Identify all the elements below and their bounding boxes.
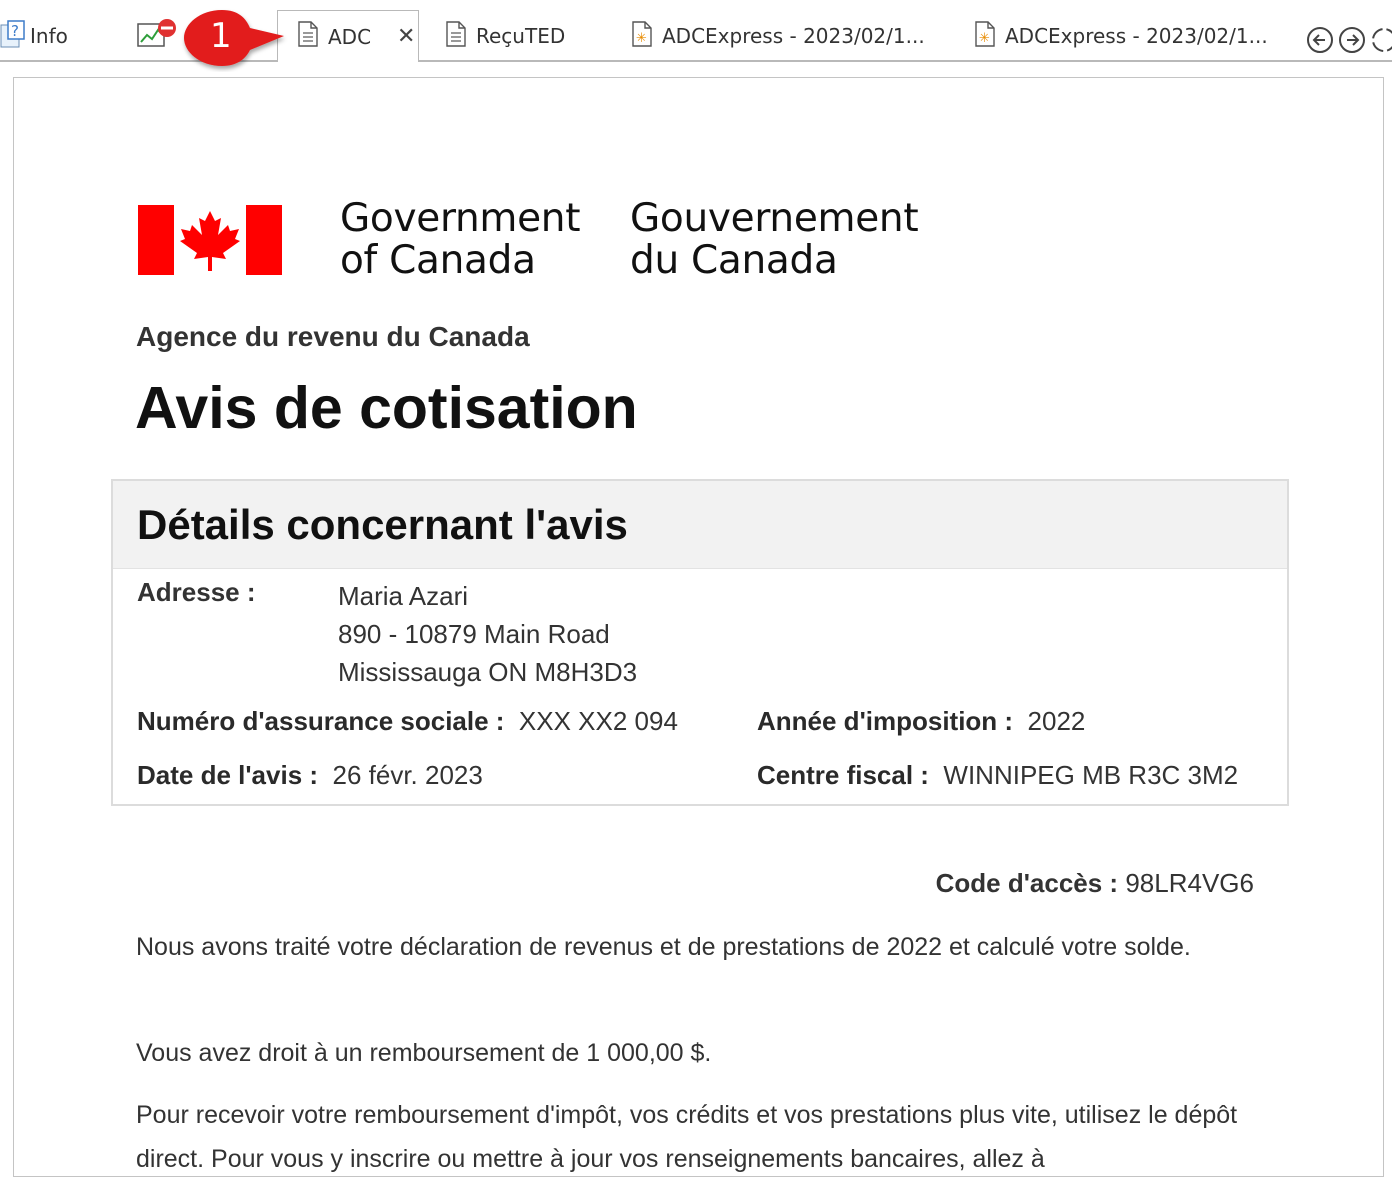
tax-centre-value: WINNIPEG MB R3C 3M2 <box>943 760 1239 790</box>
tab-label: Info <box>30 24 68 48</box>
svg-text:✳: ✳ <box>979 30 990 46</box>
tab-navigation <box>1306 26 1392 54</box>
notice-date-label: Date de l'avis : <box>137 760 319 790</box>
gov-wordmark-fr: Gouvernement du Canada <box>630 196 919 283</box>
tab-label: ADCExpress - 2023/02/1... <box>662 24 925 48</box>
sin-field <box>137 706 678 737</box>
xml-document-icon <box>632 21 652 52</box>
tax-centre-field <box>757 760 1238 791</box>
access-code-value: 98LR4VG6 <box>1125 868 1254 898</box>
paragraph-processed: Nous avons traité votre déclaration de revenus et de prestations de 2022 et calculé votre solde. <box>136 933 1191 961</box>
details-heading: Détails concernant l'avis <box>113 481 1287 569</box>
document-icon <box>298 21 318 52</box>
access-code <box>936 868 1254 899</box>
tab-recuted[interactable] <box>446 12 565 60</box>
close-icon[interactable]: ✕ <box>397 24 416 49</box>
step-callout <box>180 6 290 72</box>
notice-date-field <box>137 760 483 791</box>
tax-year-label: Année d'imposition : <box>757 706 1014 736</box>
tab-label: ADCExpress - 2023/02/1... <box>1005 24 1268 48</box>
tab-label: ReçuTED <box>476 24 566 48</box>
address-label: Adresse : <box>137 577 256 607</box>
tax-year-value: 2022 <box>1027 706 1086 736</box>
xml-document-icon <box>975 21 995 52</box>
agency-name: Agence du revenu du Canada <box>136 321 530 352</box>
page-title: Avis de cotisation <box>135 375 638 441</box>
address-value: Maria Azari 890 - 10879 Main Road Mississauga ON M8H3D3 <box>338 581 638 687</box>
chart-remove-icon <box>136 18 180 55</box>
paragraph-refund: Vous avez droit à un remboursement de 1 000,00 $. <box>136 1039 712 1067</box>
sin-value: XXX XX2 094 <box>518 706 678 736</box>
canada-flag-icon <box>138 205 282 282</box>
sin-label: Numéro d'assurance sociale : <box>137 706 505 736</box>
notice-details-panel <box>111 479 1289 806</box>
gov-wordmark-en: Government of Canada <box>340 196 581 283</box>
notice-date-value: 26 févr. 2023 <box>332 760 483 790</box>
document-view <box>13 77 1384 1177</box>
access-code-label: Code d'accès : <box>935 868 1119 898</box>
paragraph-direct-deposit: Pour recevoir votre remboursement d'impôt, vos crédits et vos prestations plus vite, utilisez le dépôt direct. Pour vous y inscrire ou mettre à jour vos renseignements bancaires, allez à <box>136 1101 1238 1173</box>
tax-year-field <box>757 706 1085 737</box>
refresh-icon[interactable] <box>1370 26 1392 54</box>
tab-adc[interactable] <box>277 10 419 62</box>
tab-adcexpress-1[interactable] <box>632 12 925 60</box>
help-doc-icon <box>0 20 26 53</box>
tab-chart[interactable] <box>136 12 180 60</box>
arrow-right-icon[interactable] <box>1338 26 1366 54</box>
svg-text:✳: ✳ <box>636 30 647 46</box>
tax-centre-label: Centre fiscal : <box>757 760 929 790</box>
svg-text:?: ? <box>11 21 19 40</box>
arrow-left-icon[interactable] <box>1306 26 1334 54</box>
tab-info[interactable] <box>0 12 68 60</box>
callout-number: 1 <box>210 16 232 56</box>
document-icon <box>446 21 466 52</box>
tab-label: ADC <box>328 24 372 49</box>
tab-adcexpress-2[interactable] <box>975 12 1268 60</box>
